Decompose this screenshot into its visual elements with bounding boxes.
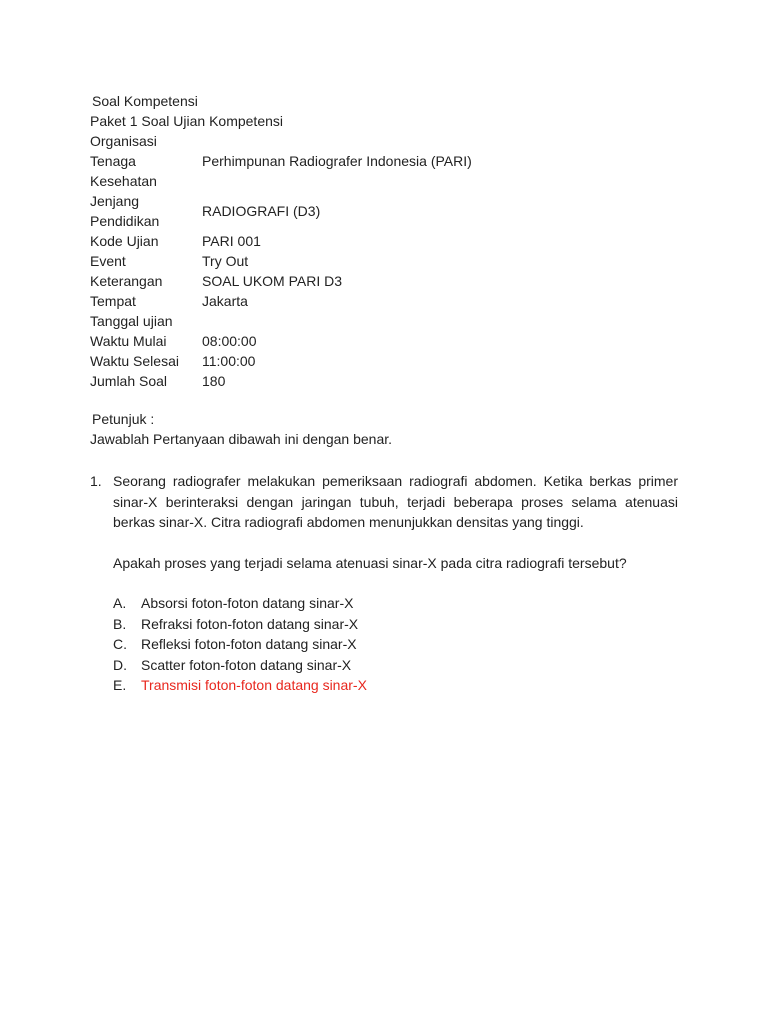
instructions-block: [90, 409, 678, 449]
info-row: [90, 311, 472, 331]
info-value: [202, 311, 472, 331]
question-number: 1.: [90, 473, 102, 489]
info-value: SOAL UKOM PARI D3: [202, 273, 343, 289]
info-row: [90, 231, 472, 251]
option-letter: D.: [113, 656, 127, 673]
option-letter: E.: [113, 677, 127, 693]
option-text: Refraksi foton-foton datang sinar-X: [141, 615, 359, 632]
info-label: Pendidikan: [90, 213, 160, 229]
info-label: Event: [90, 253, 126, 269]
option-text: Absorsi foton-foton datang sinar-X: [141, 595, 354, 611]
option-letter: C.: [113, 636, 127, 652]
info-label: Kesehatan: [90, 173, 157, 189]
info-row: [90, 371, 472, 391]
info-row: [90, 191, 472, 211]
info-label: Tempat: [90, 293, 136, 309]
info-label: Keterangan: [90, 273, 163, 289]
info-value: [202, 131, 472, 151]
package-title: Paket 1 Soal Ujian Kompetensi: [90, 113, 283, 129]
question-block: [90, 471, 678, 696]
info-label: Waktu Mulai: [90, 333, 167, 349]
info-label: Tanggal ujian: [90, 313, 173, 329]
info-label: Organisasi: [90, 133, 157, 149]
info-row: [90, 331, 472, 351]
answer-option: [113, 614, 678, 635]
info-label: Jumlah Soal: [90, 373, 168, 389]
info-row: [90, 151, 472, 171]
info-value: Try Out: [202, 253, 249, 269]
info-value: 180: [202, 373, 226, 389]
info-label: Jenjang: [90, 193, 140, 209]
info-row: [90, 271, 472, 291]
info-value: Perhimpunan Radiografer Indonesia (PARI): [202, 153, 472, 169]
correct-option-text: Transmisi foton-foton datang sinar-X: [141, 677, 367, 693]
info-row: [90, 291, 472, 311]
answer-option: [113, 655, 678, 676]
question-body: [113, 471, 678, 696]
info-value: [202, 171, 472, 191]
info-row: [90, 131, 472, 151]
info-row: [90, 251, 472, 271]
document-page: [90, 91, 678, 710]
info-label: Tenaga: [90, 153, 136, 169]
option-text: Refleksi foton-foton datang sinar-X: [141, 636, 357, 652]
info-value: 08:00:00: [202, 333, 257, 349]
info-value: RADIOGRAFI (D3): [202, 203, 321, 219]
info-row: [90, 171, 472, 191]
option-letter: A.: [113, 595, 127, 611]
correct-answer-option: [113, 675, 678, 696]
question-stem: Seorang radiografer melakukan pemeriksaan radiografi abdomen. Ketika berkas primer sinar-X berinteraksi dengan jaringan tubuh, terjadi beberapa proses selama atenuasi berkas sinar-X. Citra radiografi abdomen menunjukkan densitas yang tinggi.: [113, 473, 678, 530]
instructions-heading: Petunjuk :: [92, 411, 155, 427]
document-title: Soal Kompetensi: [92, 93, 198, 109]
info-value: PARI 001: [202, 233, 261, 249]
info-value: Jakarta: [202, 293, 248, 309]
exam-info-table: [90, 131, 472, 391]
instructions-text: Jawablah Pertanyaan dibawah ini dengan benar.: [90, 431, 393, 447]
question-prompt: Apakah proses yang terjadi selama atenuasi sinar-X pada citra radiografi tersebut?: [113, 554, 627, 571]
option-text: Scatter foton-foton datang sinar-X: [141, 656, 352, 673]
option-letter: B.: [113, 615, 127, 632]
info-label: Kode Ujian: [90, 233, 159, 249]
info-row: [90, 351, 472, 371]
answer-option: [113, 634, 678, 655]
answer-option: [113, 593, 678, 614]
info-value: 11:00:00: [202, 353, 256, 369]
answer-options: [113, 593, 678, 696]
info-label: Waktu Selesai: [90, 353, 179, 369]
